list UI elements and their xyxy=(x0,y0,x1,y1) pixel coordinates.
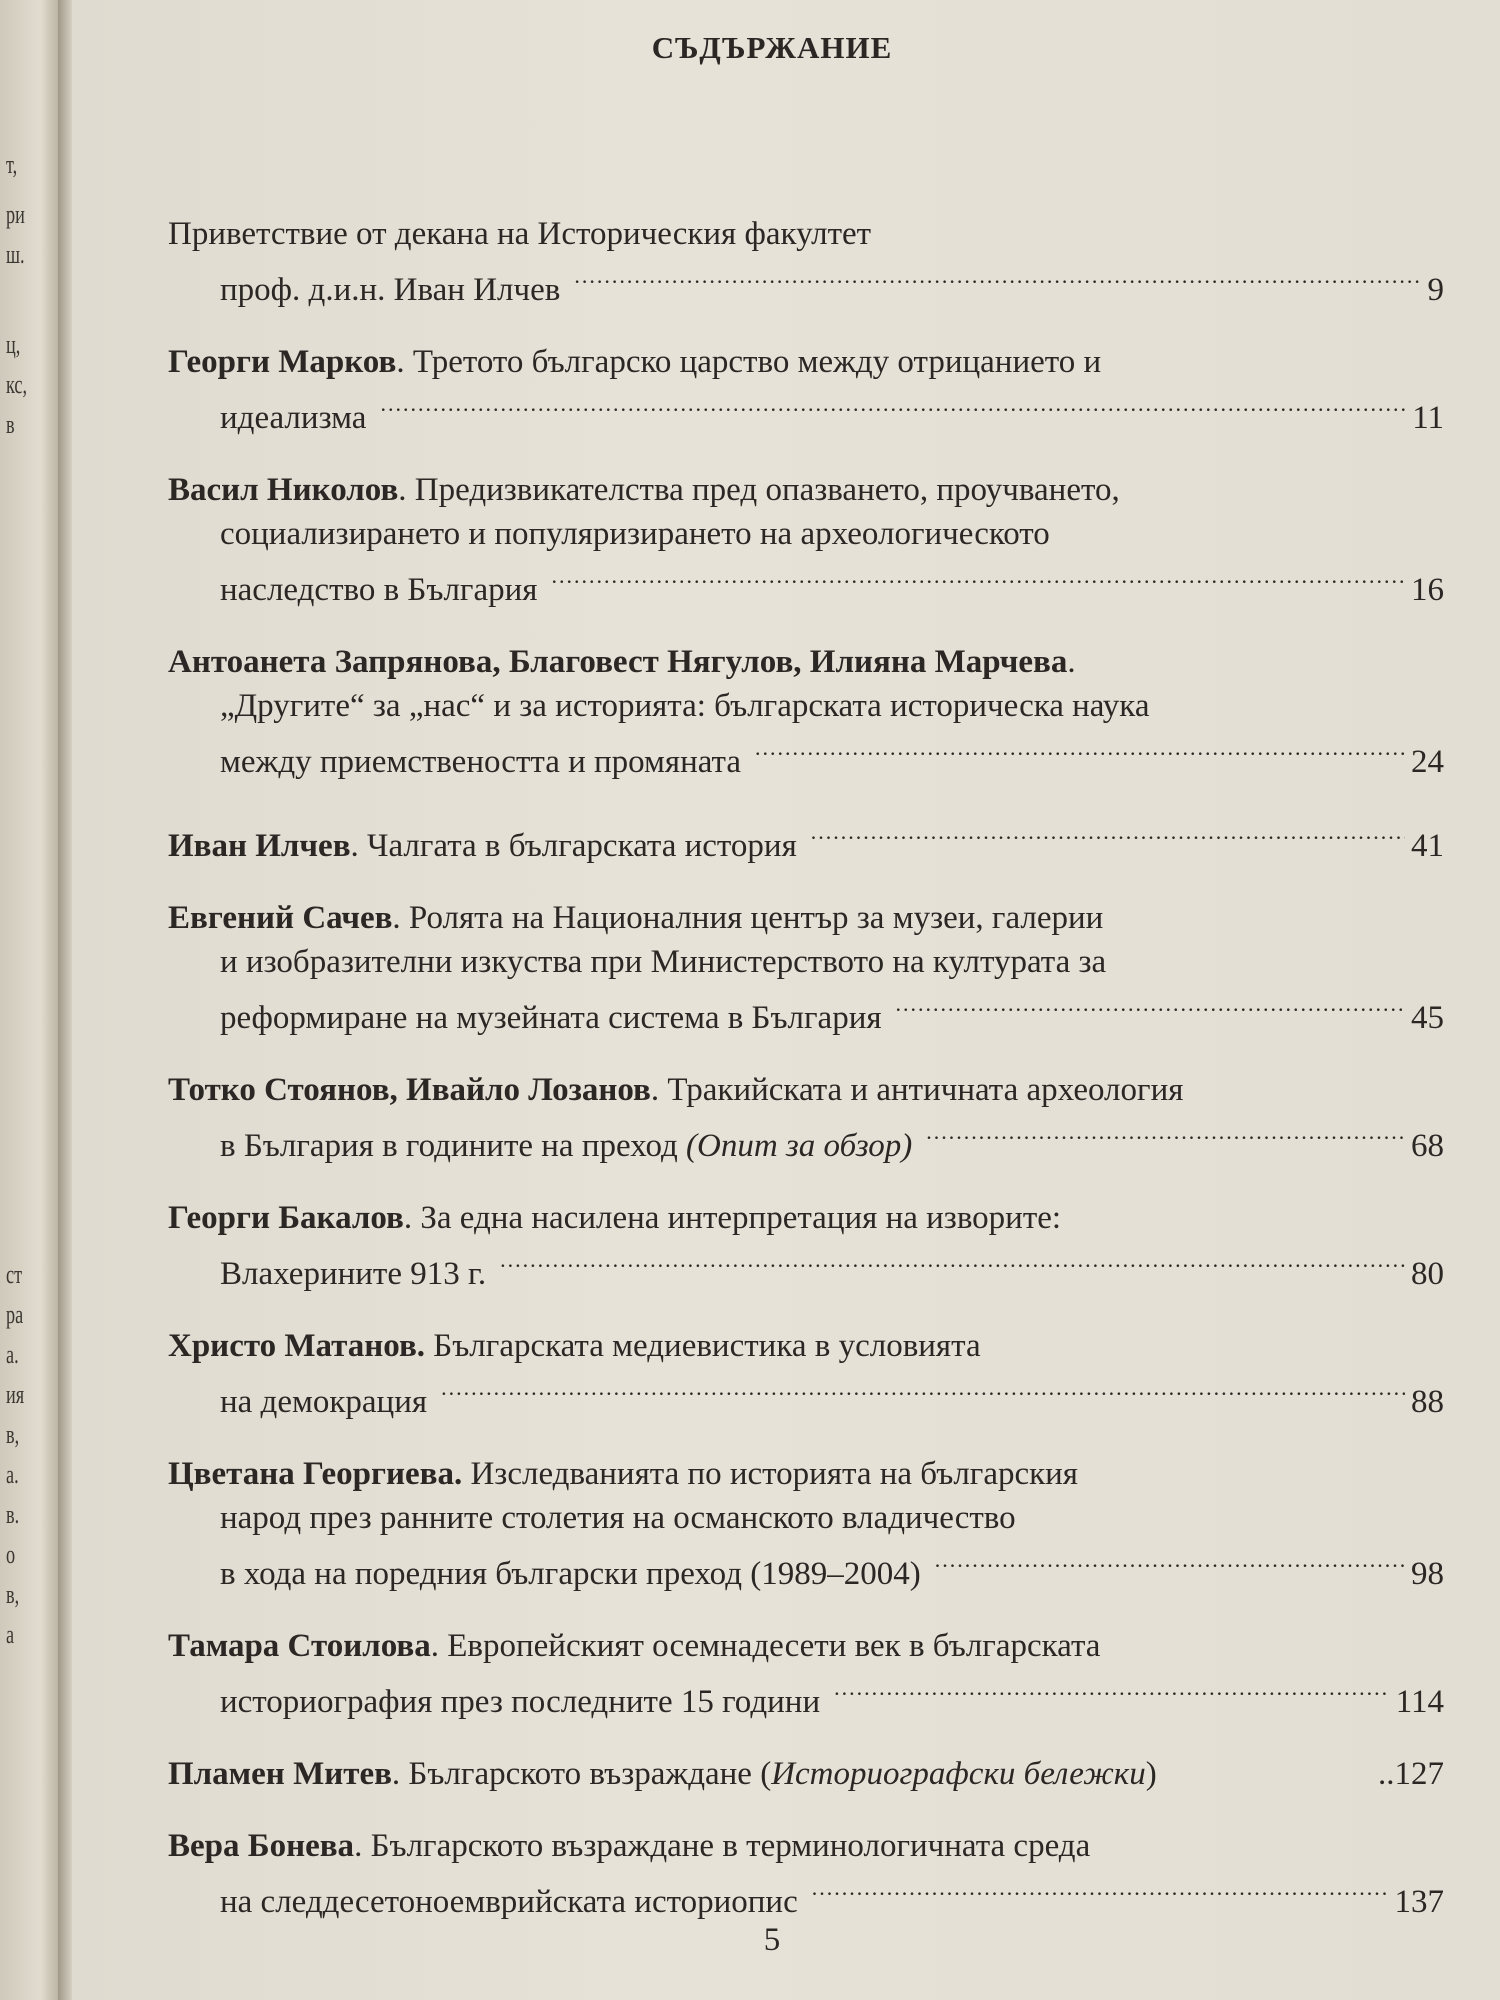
adjacent-page-text-fragment: ия xyxy=(6,1380,25,1409)
dot-leader xyxy=(755,728,1405,772)
dot-leader xyxy=(896,984,1405,1028)
toc-author: Васил Николов xyxy=(168,472,399,508)
toc-title-text: . Ролята на Националния център за музеи, галерии xyxy=(392,900,1104,936)
toc-line xyxy=(168,1752,1444,1796)
page-number: 5 xyxy=(763,1922,781,1958)
toc-line xyxy=(168,1240,1444,1296)
toc-line xyxy=(168,1824,1444,1868)
toc-page-number: 114 xyxy=(1395,1684,1444,1720)
toc-line xyxy=(168,1068,1444,1112)
toc-line xyxy=(168,896,1444,940)
dot-leader xyxy=(926,1112,1405,1156)
adjacent-page-text-fragment: ш. xyxy=(6,240,25,269)
toc-entry xyxy=(168,1624,1444,1724)
toc-line xyxy=(168,1112,1444,1168)
toc-author: Георги Бакалов xyxy=(168,1200,404,1236)
toc-title-text: . Европейският осемнадесети век в българската xyxy=(430,1628,1101,1664)
toc-title-text: проф. д.и.н. Иван Илчев xyxy=(220,272,561,308)
toc-title-text: Влахерините 913 г. xyxy=(220,1256,487,1292)
adjacent-page-text-fragment: в. xyxy=(6,1500,20,1529)
adjacent-page-text-fragment: ст xyxy=(6,1260,23,1289)
toc-entry xyxy=(168,1196,1444,1296)
toc-author: Тамара Стоилова xyxy=(168,1628,431,1664)
toc-author: Антоанета Запрянова, Благовест Нягулов, Илияна Марчева xyxy=(168,644,1068,680)
toc-entry xyxy=(168,212,1444,312)
toc-title-text: на демокрация xyxy=(220,1384,428,1420)
toc-line xyxy=(168,1496,1444,1540)
toc-title-italic: Историографски бележки xyxy=(771,1756,1146,1792)
toc-author: Георги Марков xyxy=(168,344,397,380)
toc-line xyxy=(168,812,1444,868)
adjacent-page-text-fragment: кс, xyxy=(6,370,28,399)
toc-title-italic: (Опит за обзор) xyxy=(686,1128,913,1164)
toc-line xyxy=(168,468,1444,512)
toc-author: Пламен Митев xyxy=(168,1756,392,1792)
toc-page-number: 16 xyxy=(1411,572,1444,608)
toc-entry xyxy=(168,1452,1444,1596)
dot-leader xyxy=(380,384,1406,428)
book-gutter xyxy=(58,0,72,2000)
toc-line xyxy=(168,512,1444,556)
dot-leader xyxy=(935,1540,1405,1584)
adjacent-page-text-fragment: о xyxy=(6,1540,16,1569)
toc-page-number: 88 xyxy=(1411,1384,1444,1420)
toc-title-text: Българската медиевистика в условията xyxy=(425,1328,981,1364)
toc-page-number: 98 xyxy=(1411,1556,1444,1592)
toc-page-number: 24 xyxy=(1411,744,1444,780)
toc-title-text: „Другите“ за „нас“ и за историята: българската историческа наука xyxy=(220,688,1150,724)
toc-title-text: . Третото българско царство между отрицанието и xyxy=(396,344,1102,380)
toc-title-text: в България в годините на преход xyxy=(220,1128,687,1164)
toc-entry xyxy=(168,812,1444,868)
toc-line xyxy=(168,984,1444,1040)
toc-line xyxy=(168,1668,1444,1724)
dot-leader xyxy=(574,256,1421,300)
page-title: СЪДЪРЖАНИЕ xyxy=(651,30,893,65)
adjacent-page-text-fragment: т, xyxy=(6,150,18,179)
toc-title-text: на следдесетоноемврийската историопис xyxy=(220,1884,798,1920)
adjacent-page-text-fragment: ра xyxy=(6,1300,24,1329)
toc-line xyxy=(168,1452,1444,1496)
table-of-contents xyxy=(168,212,1444,1952)
toc-entry xyxy=(168,896,1444,1040)
toc-author: Иван Илчев xyxy=(168,828,351,864)
adjacent-page-text-fragment: в xyxy=(6,410,15,439)
toc-page-number: 11 xyxy=(1412,400,1444,436)
toc-line xyxy=(168,256,1444,312)
toc-title-text: . За една насилена интерпретация на изворите: xyxy=(403,1200,1062,1236)
adjacent-page-edge xyxy=(0,0,58,2000)
dot-leader xyxy=(500,1240,1405,1284)
adjacent-page-text-fragment: в, xyxy=(6,1420,20,1449)
dot-leader xyxy=(551,556,1405,600)
toc-title-text: ) xyxy=(1145,1756,1157,1792)
toc-line xyxy=(168,1368,1444,1424)
toc-title-text: народ през ранните столетия на османското владичество xyxy=(220,1500,1016,1536)
toc-entry xyxy=(168,340,1444,440)
toc-line xyxy=(168,1868,1444,1924)
toc-title-text: реформиране на музейната система в България xyxy=(220,1000,882,1036)
toc-line xyxy=(168,940,1444,984)
toc-line xyxy=(168,1624,1444,1668)
toc-page-number: 68 xyxy=(1411,1128,1444,1164)
toc-title-text: . xyxy=(1067,644,1076,680)
dot-leader xyxy=(811,812,1405,856)
toc-page-number: 80 xyxy=(1411,1256,1444,1292)
toc-title-text: и изобразителни изкуства при Министерството на културата за xyxy=(220,944,1107,980)
toc-entry xyxy=(168,1324,1444,1424)
toc-title-text: между приемствеността и промяната xyxy=(220,744,742,780)
toc-page-number: ..127 xyxy=(1378,1756,1444,1792)
adjacent-page-text-fragment: а xyxy=(6,1620,15,1649)
toc-title-text: . Тракийската и античната археология xyxy=(650,1072,1184,1108)
toc-page-number: 9 xyxy=(1427,272,1444,308)
toc-line xyxy=(168,640,1444,684)
toc-author: Вера Бонева xyxy=(168,1828,355,1864)
book-page xyxy=(72,0,1500,2000)
toc-entry xyxy=(168,640,1444,784)
toc-page-number: 137 xyxy=(1394,1884,1444,1920)
toc-line xyxy=(168,556,1444,612)
toc-line xyxy=(168,684,1444,728)
adjacent-page-text-fragment: ц, xyxy=(6,330,21,359)
toc-page-number: 45 xyxy=(1411,1000,1444,1036)
toc-entry xyxy=(168,1068,1444,1168)
toc-author: Христо Матанов. xyxy=(168,1328,426,1364)
toc-line xyxy=(168,1196,1444,1240)
toc-line xyxy=(168,384,1444,440)
toc-title-text: . Българското възраждане ( xyxy=(391,1756,772,1792)
toc-author: Цветана Георгиева. xyxy=(168,1456,463,1492)
toc-title-text: социализирането и популяризирането на археологическото xyxy=(220,516,1050,552)
toc-line xyxy=(168,1324,1444,1368)
toc-line xyxy=(168,212,1444,256)
dot-leader xyxy=(441,1368,1405,1412)
toc-line xyxy=(168,728,1444,784)
toc-author: Тотко Стоянов, Ивайло Лозанов xyxy=(168,1072,651,1108)
toc-title-text: идеализма xyxy=(220,400,367,436)
toc-title-text: историография през последните 15 години xyxy=(220,1684,821,1720)
adjacent-page-text-fragment: а. xyxy=(6,1340,19,1369)
toc-title-text: Приветствие от декана на Историческия факултет xyxy=(168,216,872,252)
toc-entry xyxy=(168,1752,1444,1796)
toc-title-text: Изследванията по историята на българския xyxy=(462,1456,1078,1492)
adjacent-page-text-fragment: ри xyxy=(6,200,25,229)
toc-title-text: . Предизвикателства пред опазването, проучването, xyxy=(398,472,1120,508)
toc-line xyxy=(168,1540,1444,1596)
dot-leader xyxy=(812,1868,1389,1912)
toc-page-number: 41 xyxy=(1411,828,1444,864)
toc-line xyxy=(168,340,1444,384)
toc-title-text: . Чалгата в българската история xyxy=(350,828,797,864)
toc-title-text: в хода на поредния български преход (1989–2004) xyxy=(220,1556,921,1592)
toc-entry xyxy=(168,1824,1444,1924)
toc-author: Евгений Сачев xyxy=(168,900,393,936)
adjacent-page-text-fragment: а. xyxy=(6,1460,19,1489)
toc-title-text: . Българското възраждане в терминологичната среда xyxy=(354,1828,1091,1864)
adjacent-page-text-fragment: в, xyxy=(6,1580,20,1609)
toc-entry xyxy=(168,468,1444,612)
dot-leader xyxy=(834,1668,1390,1712)
toc-title-text: наследство в България xyxy=(220,572,538,608)
